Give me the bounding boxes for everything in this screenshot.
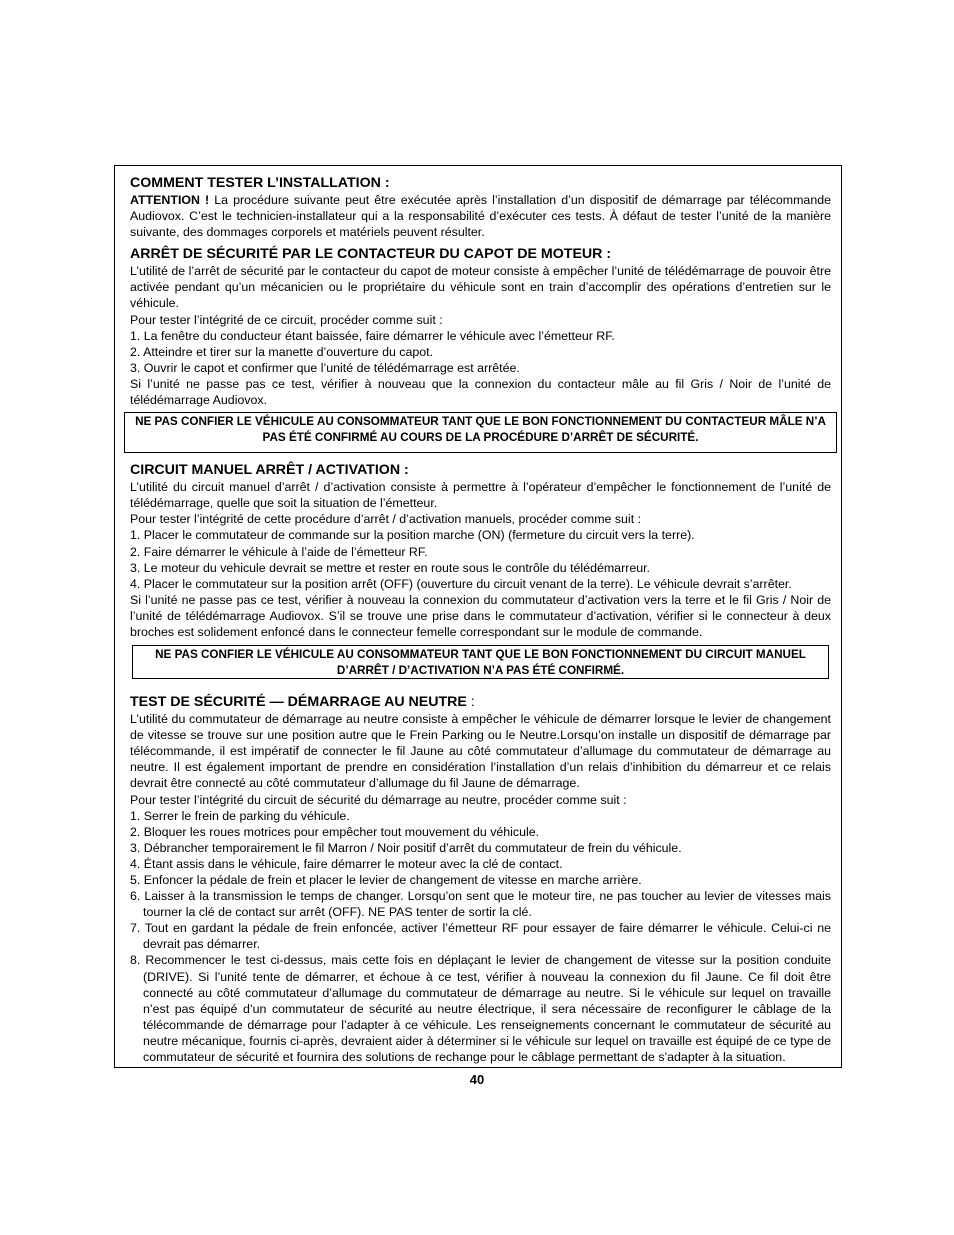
section-closing: Si l’unité ne passe pas ce test, vérifier à nouveau que la connexion du contacteur mâle au fil Gris / Noir de l’unité de télédémarrage Audiovox.: [130, 376, 831, 408]
list-item: 2. Bloquer les roues motrices pour empêcher tout mouvement du véhicule.: [130, 824, 540, 839]
step-list: [130, 808, 831, 1066]
section-lead: Pour tester l’intégrité de cette procédure d’arrêt / d’activation manuels, procéder comme suit :: [130, 512, 642, 527]
section-closing: Si l’unité ne passe pas ce test, vérifier à nouveau la connexion du commutateur d’activation vers la terre et le fil Gris / Noir de l’unité de télédémarrage Audiovox. S’il se trouve une prise dans le commutateur d’activation, vérifier si le connecteur à deux broches est solidement enfoncé dans le connecteur femelle correspondant sur le module de commande.: [130, 592, 831, 639]
warning-box: NE PAS CONFIER LE VÉHICULE AU CONSOMMATEUR TANT QUE LE BON FONCTIONNEMENT DU CIRCUIT MANUEL D’ARRÊT / D’ACTIVATION N’A PAS ÉTÉ CONFIRMÉ.: [132, 645, 829, 679]
section-title-text: TEST DE SÉCURITÉ — DÉMARRAGE AU NEUTRE: [130, 694, 467, 711]
list-item: 4. Placer le commutateur sur la position arrêt (OFF) (ouverture du circuit venant de la terre). Le véhicule devrait s’arrêter.: [130, 576, 792, 591]
list-item: 2. Faire démarrer le véhicule à l’aide de l’émetteur RF.: [130, 544, 428, 559]
section-neutral-start: [130, 693, 831, 1065]
section-manual-switch: [130, 461, 831, 679]
section-hood-switch: [130, 245, 831, 453]
section-intro: L’utilité du commutateur de démarrage au neutre consiste à empêcher le véhicule de démarrer lorsque le levier de changement de vitesse se trouve sur une position autre que le Frein Parking ou le Neutre.Lorsqu’on installe un dispositif de démarrage par télécommande, il est impératif de connecter le fil Jaune au côté commutateur d’allumage du commutateur de démarrage au neutre. Il est également important de prendre en considération l’installation d’un relais d’inhibition du démarreur et ce relais devrait être connecté au côté commutateur d’allumage du fil Jaune de démarrage.: [130, 712, 831, 791]
section-lead: Pour tester l’intégrité de ce circuit, procéder comme suit :: [130, 312, 443, 327]
document-body: [130, 174, 831, 1065]
section-test-installation: [130, 174, 831, 240]
step-list: [130, 527, 831, 591]
attention-paragraph: [130, 192, 831, 240]
list-item: 2. Atteindre et tirer sur la manette d’ouverture du capot.: [130, 344, 434, 359]
section-title: ARRÊT DE SÉCURITÉ PAR LE CONTACTEUR DU CAPOT DE MOTEUR :: [130, 246, 612, 263]
list-item: 3. Ouvrir le capot et confirmer que l’unité de télédémarrage est arrêtée.: [130, 360, 520, 375]
list-item: 5. Enfoncer la pédale de frein et placer le levier de changement de vitesse en marche arrière.: [130, 873, 642, 887]
list-item: 3. Le moteur du vehicule devrait se mettre et rester en route sous le contrôle du télédémarreur.: [130, 560, 650, 575]
list-item: 6. Laisser à la transmission le temps de changer. Lorsqu’on sent que le moteur tire, ne pas toucher au levier de vitesses mais tourner la clé de contact sur arrêt (OFF). NE PAS tenter de sortir la clé.: [130, 889, 831, 920]
attention-text: La procédure suivante peut être exécutée après l’installation d’un dispositif de démarrage par télécommande Audiovox. C’est le technicien-installateur qui a la responsabilité d’exécuter ces tests. À défaut de tester l’unité de la manière suivante, des dommages corporels et matériels peuvent résulter.: [130, 193, 832, 240]
section-intro: L’utilité du circuit manuel d’arrêt / d’activation consiste à permettre à l’opérateur d’empêcher le fonctionnement de l’unité de télédémarrage, quelle que soit la situation de l’émetteur.: [130, 480, 831, 511]
section-title: CIRCUIT MANUEL ARRÊT / ACTIVATION :: [130, 462, 409, 479]
list-item: 1. Placer le commutateur de commande sur la position marche (ON) (fermeture du circuit vers la terre).: [130, 528, 695, 543]
list-item: 3. Débrancher temporairement le fil Marron / Noir positif d’arrêt du commutateur de frein du véhicule.: [130, 840, 682, 855]
section-lead: Pour tester l’intégrité du circuit de sécurité du démarrage au neutre, procéder comme suit :: [130, 792, 627, 807]
step-list: [130, 328, 831, 376]
section-title: COMMENT TESTER L’INSTALLATION :: [130, 175, 390, 191]
list-item: 4. Étant assis dans le véhicule, faire démarrer le moteur avec la clé de contact.: [130, 856, 563, 871]
section-title-suffix: :: [466, 694, 475, 711]
list-item: 1. Serrer le frein de parking du véhicule.: [130, 808, 350, 823]
list-item: 7. Tout en gardant la pédale de frein enfoncée, activer l’émetteur RF pour essayer de faire démarrer le véhicule. Celui-ci ne devrait pas démarrer.: [130, 921, 831, 952]
section-intro: L’utilité de l’arrêt de sécurité par le contacteur du capot de moteur consiste à empêcher l’unité de télédémarrage de pouvoir être activée pendant qu’un mécanicien ou le propriétaire du véhicule sont en train d’accomplir des opérations d’entretien sur le véhicule.: [130, 264, 831, 311]
list-item: 8. Recommencer le test ci-dessus, mais cette fois en déplaçant le levier de changement de vitesse sur la position conduite (DRIVE). Si l’unité tente de démarrer, et échoue à ce test, vérifier à nouveau la connexion du fil Jaune. Ce fil doit être connecté au côté commutateur d’allumage du commutateur de démarrage au neutre. Si le véhicule sur lequel on travaille n’est pas équipé d’un commutateur de sécurité au neutre électrique, il sera nécessaire de reconfigurer le câblage de la télécommande de démarrage pour l’adapter à ce véhicule. Les renseignements concernant le commutateur de sécurité au neutre mécanique, fournis ci-après, devraient aider à déterminer si le véhicule sur lequel on travaille est équipé de ce type de commutateur de sécurité et fournira des solutions de rechange pour le câblage permettant de s’adapter à la situation.: [130, 953, 831, 1065]
warning-box: NE PAS CONFIER LE VÉHICULE AU CONSOMMATEUR TANT QUE LE BON FONCTIONNEMENT DU CONTACTEUR MÂLE N’A PAS ÉTÉ CONFIRMÉ AU COURS DE LA PROCÉDURE D’ARRÊT DE SÉCURITÉ.: [124, 412, 837, 453]
page-number: 40: [469, 1072, 485, 1087]
list-item: 1. La fenêtre du conducteur étant baissée, faire démarrer le véhicule avec l’émetteur RF.: [130, 328, 615, 343]
section-title: [130, 693, 831, 711]
attention-label: ATTENTION !: [130, 193, 210, 207]
